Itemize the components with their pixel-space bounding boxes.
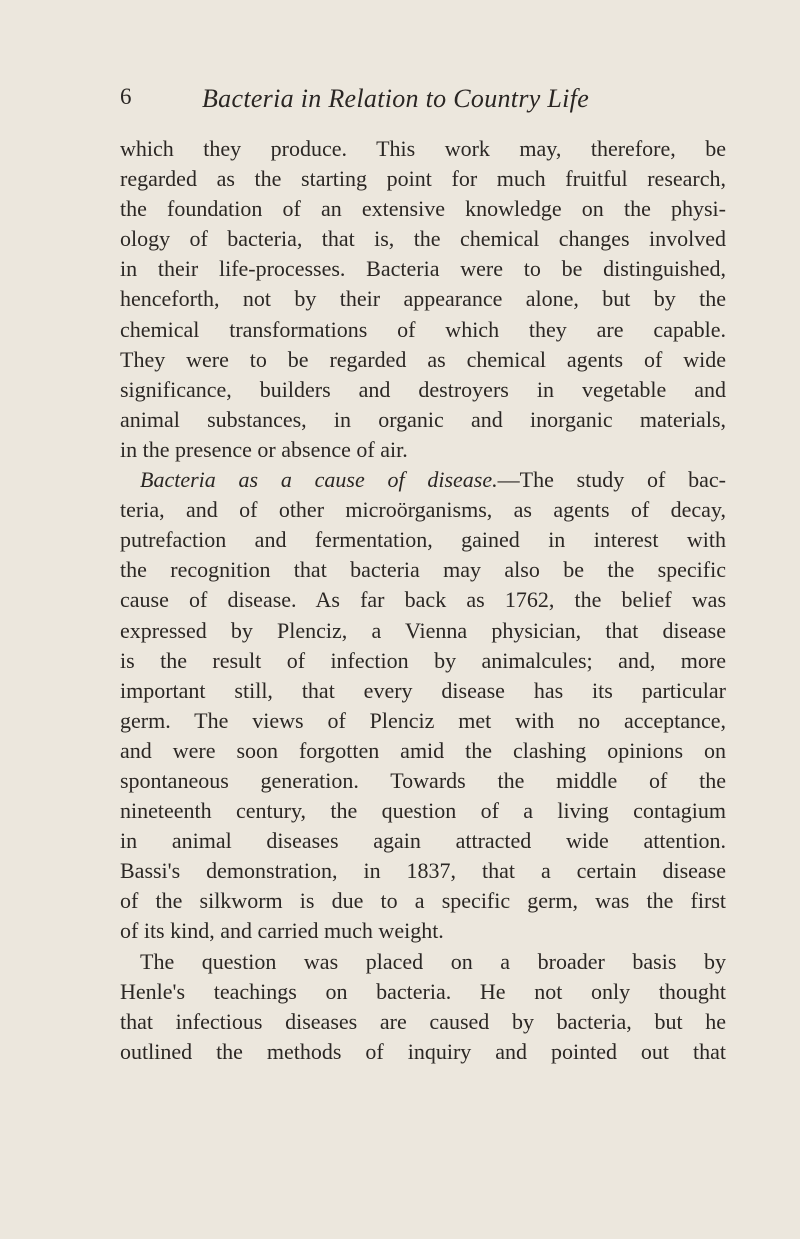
text-line: the foundation of an extensive knowledge on the physi-: [120, 196, 726, 222]
text-line: germ. The views of Plenciz met with no acceptance,: [120, 707, 726, 733]
text-line: The question was placed on a broader basis by: [140, 948, 726, 974]
text-line: in the presence or absence of air.: [120, 436, 408, 462]
text-line: expressed by Plenciz, a Vienna physician, that disease: [120, 617, 726, 643]
text-line: nineteenth century, the question of a living contagium: [120, 798, 726, 824]
page-header: [0, 84, 800, 124]
text-line: regarded as the starting point for much fruitful research,: [120, 166, 726, 192]
text-line: which they produce. This work may, therefore, be: [120, 136, 726, 161]
text-line: that infectious diseases are caused by bacteria, but he: [120, 1008, 726, 1034]
text-line: in animal diseases again attracted wide attention.: [120, 828, 726, 854]
body-text: [120, 134, 726, 1067]
text-line: significance, builders and destroyers in vegetable and: [120, 376, 726, 402]
text-line: Bassi's demonstration, in 1837, that a certain disease: [120, 858, 726, 884]
text-line: of the silkworm is due to a specific germ, was the first: [120, 888, 726, 914]
page-number: 6: [120, 84, 132, 109]
text-line: important still, that every disease has its particular: [120, 677, 726, 703]
text-line: spontaneous generation. Towards the middle of the: [120, 767, 726, 793]
section-heading-line: [120, 465, 726, 495]
text-line: teria, and of other microörganisms, as agents of decay,: [120, 497, 726, 523]
running-title: Bacteria in Relation to Country Life: [202, 84, 590, 113]
text-line: the recognition that bacteria may also be the specific: [120, 557, 726, 583]
text-line: cause of disease. As far back as 1762, the belief was: [120, 587, 726, 613]
section-heading: Bacteria as a cause of disease.: [140, 467, 498, 493]
text-line: animal substances, in organic and inorganic materials,: [120, 406, 726, 432]
text-line: and were soon forgotten amid the clashing opinions on: [120, 737, 726, 763]
text-line: chemical transformations of which they are capable.: [120, 316, 726, 342]
text-line: outlined the methods of inquiry and pointed out that: [120, 1038, 726, 1064]
text-line: in their life-processes. Bacteria were to be distinguished,: [120, 256, 726, 282]
text-line: is the result of infection by animalcules; and, more: [120, 647, 726, 673]
text-line: ology of bacteria, that is, the chemical changes involved: [120, 226, 726, 252]
text-line: of its kind, and carried much weight.: [120, 918, 444, 944]
text-line: Henle's teachings on bacteria. He not only thought: [120, 978, 726, 1004]
text-line: They were to be regarded as chemical agents of wide: [120, 346, 726, 372]
text-line: putrefaction and fermentation, gained in interest with: [120, 527, 726, 553]
text-line: henceforth, not by their appearance alone, but by the: [120, 286, 726, 312]
heading-continuation: —The study of bac-: [497, 467, 726, 493]
